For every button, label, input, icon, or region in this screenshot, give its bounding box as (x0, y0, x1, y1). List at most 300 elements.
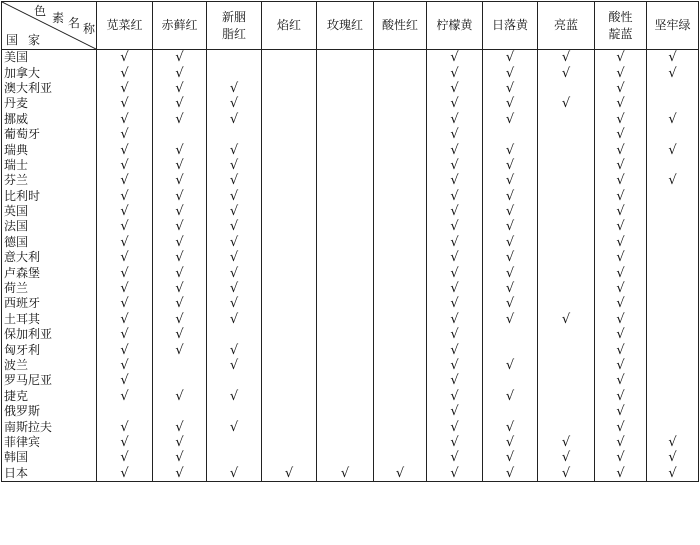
approval-cell (262, 435, 317, 450)
check-mark: √ (229, 173, 239, 189)
approval-cell (374, 419, 427, 434)
approval-cell (647, 373, 699, 388)
check-mark: √ (450, 358, 459, 373)
pigment-header: 日落黄 (483, 2, 538, 50)
check-mark: √ (120, 419, 129, 435)
approval-cell (483, 419, 538, 434)
check-mark: √ (450, 342, 459, 358)
approval-cell (207, 327, 262, 342)
approval-cell (97, 404, 153, 419)
table-row (2, 173, 699, 188)
country-cell: 美国 (2, 50, 97, 66)
country-cell: 比利时 (2, 189, 97, 204)
country-cell: 南斯拉夫 (2, 419, 97, 434)
pigment-header: 坚牢绿 (647, 2, 699, 50)
check-mark: √ (505, 296, 515, 312)
diag-label-char: 素 (52, 11, 65, 25)
pigment-header: 焰红 (262, 2, 317, 50)
diagonal-header-cell (2, 2, 97, 50)
approval-cell (595, 81, 647, 96)
approval-cell (483, 450, 538, 465)
approval-cell (153, 158, 207, 173)
approval-cell (262, 158, 317, 173)
check-mark: √ (120, 219, 129, 235)
check-mark: √ (229, 281, 239, 297)
approval-cell (538, 312, 595, 327)
approval-cell (207, 173, 262, 188)
approval-cell (483, 312, 538, 327)
table-row (2, 127, 699, 142)
check-mark: √ (450, 434, 459, 450)
approval-cell (427, 312, 483, 327)
country-cell: 挪威 (2, 112, 97, 127)
approval-cell (483, 65, 538, 80)
approval-cell (262, 96, 317, 111)
approval-cell (153, 265, 207, 280)
approval-cell (647, 327, 699, 342)
check-mark: √ (668, 142, 677, 158)
approval-cell (97, 189, 153, 204)
approval-cell (97, 96, 153, 111)
check-mark: √ (120, 327, 129, 343)
approval-cell (483, 204, 538, 219)
approval-cell (538, 50, 595, 66)
approval-cell (317, 235, 374, 250)
approval-cell (97, 50, 153, 66)
country-cell: 保加利亚 (2, 327, 97, 342)
approval-cell (317, 142, 374, 157)
check-mark: √ (668, 465, 677, 481)
table-row (2, 265, 699, 280)
approval-cell (317, 250, 374, 265)
approval-cell (595, 312, 647, 327)
approval-cell (538, 96, 595, 111)
approval-cell (427, 281, 483, 296)
approval-cell (262, 127, 317, 142)
approval-cell (374, 235, 427, 250)
check-mark: √ (616, 80, 625, 96)
check-mark: √ (450, 234, 459, 250)
approval-cell (97, 219, 153, 234)
approval-cell (97, 204, 153, 219)
country-cell: 波兰 (2, 358, 97, 373)
check-mark: √ (450, 173, 459, 189)
country-cell: 俄罗斯 (2, 404, 97, 419)
approval-cell (647, 466, 699, 482)
approval-cell (153, 312, 207, 327)
check-mark: √ (505, 434, 515, 450)
approval-cell (207, 127, 262, 142)
check-mark: √ (616, 204, 625, 220)
approval-cell (262, 189, 317, 204)
approval-cell (647, 281, 699, 296)
approval-cell (483, 265, 538, 280)
approval-cell (595, 296, 647, 311)
check-mark: √ (616, 311, 625, 327)
approval-cell (483, 127, 538, 142)
approval-cell (483, 250, 538, 265)
check-mark: √ (120, 188, 129, 204)
check-mark: √ (120, 311, 129, 327)
approval-cell (427, 219, 483, 234)
approval-cell (647, 419, 699, 434)
check-mark: √ (175, 342, 184, 358)
approval-cell (595, 327, 647, 342)
approval-cell (427, 342, 483, 357)
table-row (2, 281, 699, 296)
approval-cell (595, 65, 647, 80)
approval-cell (595, 281, 647, 296)
diag-label-char: 名 (68, 16, 81, 30)
country-cell: 澳大利亚 (2, 81, 97, 96)
check-mark: √ (561, 434, 571, 450)
check-mark: √ (175, 465, 184, 481)
country-cell: 匈牙利 (2, 342, 97, 357)
approval-cell (207, 112, 262, 127)
check-mark: √ (120, 450, 129, 466)
check-mark: √ (561, 96, 571, 112)
approval-cell (647, 404, 699, 419)
table-row (2, 404, 699, 419)
approval-cell (97, 281, 153, 296)
approval-cell (595, 127, 647, 142)
check-mark: √ (450, 157, 459, 173)
table-row (2, 219, 699, 234)
table-row (2, 142, 699, 157)
approval-cell (483, 173, 538, 188)
approval-cell (374, 389, 427, 404)
check-mark: √ (120, 296, 129, 312)
approval-cell (262, 389, 317, 404)
approval-cell (317, 342, 374, 357)
approval-cell (427, 189, 483, 204)
country-cell: 土耳其 (2, 312, 97, 327)
approval-cell (538, 389, 595, 404)
check-mark: √ (175, 296, 184, 312)
diag-label-char: 国 (6, 33, 19, 47)
check-mark: √ (175, 219, 184, 235)
check-mark: √ (616, 296, 625, 312)
approval-cell (262, 81, 317, 96)
approval-cell (317, 358, 374, 373)
check-mark: √ (175, 188, 184, 204)
approval-cell (427, 466, 483, 482)
approval-cell (207, 342, 262, 357)
approval-cell (538, 127, 595, 142)
approval-cell (647, 312, 699, 327)
table-row (2, 342, 699, 357)
table-row (2, 358, 699, 373)
approval-cell (207, 96, 262, 111)
approval-cell (153, 142, 207, 157)
check-mark: √ (450, 404, 459, 420)
approval-cell (207, 50, 262, 66)
approval-cell (262, 265, 317, 280)
approval-cell (262, 312, 317, 327)
approval-cell (483, 466, 538, 482)
approval-cell (483, 235, 538, 250)
table-row (2, 112, 699, 127)
approval-cell (647, 65, 699, 80)
check-mark: √ (450, 127, 459, 143)
approval-cell (483, 373, 538, 388)
approval-cell (97, 419, 153, 434)
approval-cell (207, 312, 262, 327)
approval-cell (483, 219, 538, 234)
check-mark: √ (120, 173, 129, 189)
approval-cell (647, 142, 699, 157)
approval-cell (427, 112, 483, 127)
approval-cell (207, 265, 262, 280)
approval-cell (595, 466, 647, 482)
check-mark: √ (616, 419, 625, 435)
approval-cell (374, 450, 427, 465)
table-row (2, 158, 699, 173)
check-mark: √ (395, 465, 405, 481)
approval-cell (97, 127, 153, 142)
check-mark: √ (120, 96, 129, 112)
check-mark: √ (505, 157, 515, 173)
approval-cell (262, 419, 317, 434)
approval-cell (595, 419, 647, 434)
check-mark: √ (175, 80, 184, 96)
check-mark: √ (120, 80, 129, 96)
approval-cell (153, 127, 207, 142)
check-mark: √ (505, 311, 515, 327)
approval-cell (317, 50, 374, 66)
approval-cell (427, 204, 483, 219)
check-mark: √ (561, 50, 571, 66)
approval-cell (374, 65, 427, 80)
approval-cell (207, 358, 262, 373)
approval-cell (317, 419, 374, 434)
approval-cell (483, 96, 538, 111)
pigment-header: 苋菜红 (97, 2, 153, 50)
approval-cell (538, 296, 595, 311)
approval-cell (647, 81, 699, 96)
approval-cell (207, 419, 262, 434)
check-mark: √ (505, 188, 515, 204)
approval-cell (374, 142, 427, 157)
approval-cell (427, 81, 483, 96)
approval-cell (538, 265, 595, 280)
check-mark: √ (616, 173, 625, 189)
check-mark: √ (450, 80, 459, 96)
check-mark: √ (340, 465, 350, 481)
approval-cell (262, 358, 317, 373)
approval-cell (374, 127, 427, 142)
approval-cell (483, 281, 538, 296)
approval-cell (595, 450, 647, 465)
check-mark: √ (616, 265, 625, 281)
approval-cell (317, 281, 374, 296)
check-mark: √ (668, 111, 677, 127)
approval-cell (374, 204, 427, 219)
approval-cell (595, 50, 647, 66)
check-mark: √ (616, 281, 625, 297)
check-mark: √ (120, 157, 129, 173)
check-mark: √ (616, 373, 625, 389)
approval-cell (427, 142, 483, 157)
approval-cell (647, 435, 699, 450)
check-mark: √ (175, 96, 184, 112)
approval-cell (374, 296, 427, 311)
table-row (2, 50, 699, 66)
check-mark: √ (616, 404, 625, 420)
approval-cell (427, 235, 483, 250)
approval-cell (538, 358, 595, 373)
approval-cell (153, 389, 207, 404)
pigment-header: 酸性红 (374, 2, 427, 50)
approval-cell (483, 112, 538, 127)
approval-cell (97, 235, 153, 250)
approval-cell (207, 65, 262, 80)
check-mark: √ (229, 188, 239, 204)
approval-cell (647, 358, 699, 373)
check-mark: √ (561, 65, 571, 81)
check-mark: √ (616, 188, 625, 204)
table-row (2, 189, 699, 204)
approval-cell (647, 389, 699, 404)
approval-cell (647, 296, 699, 311)
check-mark: √ (229, 311, 239, 327)
approval-cell (207, 404, 262, 419)
check-mark: √ (229, 142, 239, 158)
approval-cell (317, 312, 374, 327)
check-mark: √ (175, 450, 184, 466)
approval-cell (483, 142, 538, 157)
approval-cell (153, 327, 207, 342)
approval-cell (595, 358, 647, 373)
approval-cell (538, 327, 595, 342)
check-mark: √ (450, 188, 459, 204)
approval-cell (262, 142, 317, 157)
check-mark: √ (120, 142, 129, 158)
pigment-header: 柠檬黄 (427, 2, 483, 50)
approval-cell (483, 189, 538, 204)
check-mark: √ (505, 419, 515, 435)
check-mark: √ (120, 127, 129, 143)
approval-cell (647, 250, 699, 265)
approval-cell (262, 373, 317, 388)
check-mark: √ (561, 450, 571, 466)
check-mark: √ (175, 173, 184, 189)
approval-cell (207, 235, 262, 250)
check-mark: √ (175, 204, 184, 220)
approval-cell (538, 466, 595, 482)
check-mark: √ (120, 250, 129, 266)
approval-cell (374, 189, 427, 204)
check-mark: √ (505, 234, 515, 250)
approval-cell (374, 327, 427, 342)
approval-cell (483, 389, 538, 404)
approval-cell (317, 327, 374, 342)
approval-cell (483, 358, 538, 373)
country-cell: 荷兰 (2, 281, 97, 296)
check-mark: √ (175, 142, 184, 158)
approval-cell (374, 265, 427, 280)
table-body (2, 50, 699, 482)
check-mark: √ (175, 157, 184, 173)
check-mark: √ (450, 465, 459, 481)
approval-cell (97, 450, 153, 465)
country-cell: 丹麦 (2, 96, 97, 111)
approval-cell (374, 173, 427, 188)
country-cell: 瑞士 (2, 158, 97, 173)
check-mark: √ (505, 80, 515, 96)
check-mark: √ (505, 219, 515, 235)
approval-cell (262, 296, 317, 311)
check-mark: √ (120, 234, 129, 250)
diag-label-char: 称 (83, 22, 96, 36)
approval-cell (647, 450, 699, 465)
approval-cell (374, 373, 427, 388)
check-mark: √ (450, 219, 459, 235)
approval-cell (97, 342, 153, 357)
check-mark: √ (175, 327, 184, 343)
approval-cell (427, 450, 483, 465)
approval-cell (207, 466, 262, 482)
check-mark: √ (616, 327, 625, 343)
table-row (2, 65, 699, 80)
approval-cell (153, 250, 207, 265)
check-mark: √ (284, 465, 294, 481)
check-mark: √ (120, 281, 129, 297)
approval-cell (153, 358, 207, 373)
approval-cell (97, 327, 153, 342)
approval-cell (647, 235, 699, 250)
country-cell: 卢森堡 (2, 265, 97, 280)
check-mark: √ (229, 219, 239, 235)
approval-cell (538, 189, 595, 204)
check-mark: √ (561, 465, 571, 481)
approval-cell (97, 65, 153, 80)
approval-cell (427, 158, 483, 173)
approval-cell (427, 50, 483, 66)
approval-cell (427, 435, 483, 450)
approval-cell (374, 342, 427, 357)
approval-cell (595, 404, 647, 419)
approval-cell (262, 450, 317, 465)
check-mark: √ (229, 96, 239, 112)
approval-cell (538, 450, 595, 465)
country-cell: 加拿大 (2, 65, 97, 80)
approval-cell (97, 358, 153, 373)
approval-cell (427, 296, 483, 311)
approval-cell (153, 50, 207, 66)
approval-cell (595, 112, 647, 127)
check-mark: √ (175, 65, 184, 81)
approval-cell (262, 342, 317, 357)
approval-cell (595, 265, 647, 280)
table-row (2, 235, 699, 250)
approval-cell (374, 250, 427, 265)
country-cell: 罗马尼亚 (2, 373, 97, 388)
country-cell: 韩国 (2, 450, 97, 465)
approval-cell (374, 281, 427, 296)
approval-cell (538, 250, 595, 265)
check-mark: √ (505, 204, 515, 220)
approval-cell (647, 204, 699, 219)
check-mark: √ (229, 342, 239, 358)
check-mark: √ (505, 265, 515, 281)
check-mark: √ (616, 111, 625, 127)
approval-cell (97, 373, 153, 388)
pigment-header: 新胭 脂红 (207, 2, 262, 50)
approval-cell (374, 96, 427, 111)
approval-cell (538, 112, 595, 127)
check-mark: √ (505, 250, 515, 266)
